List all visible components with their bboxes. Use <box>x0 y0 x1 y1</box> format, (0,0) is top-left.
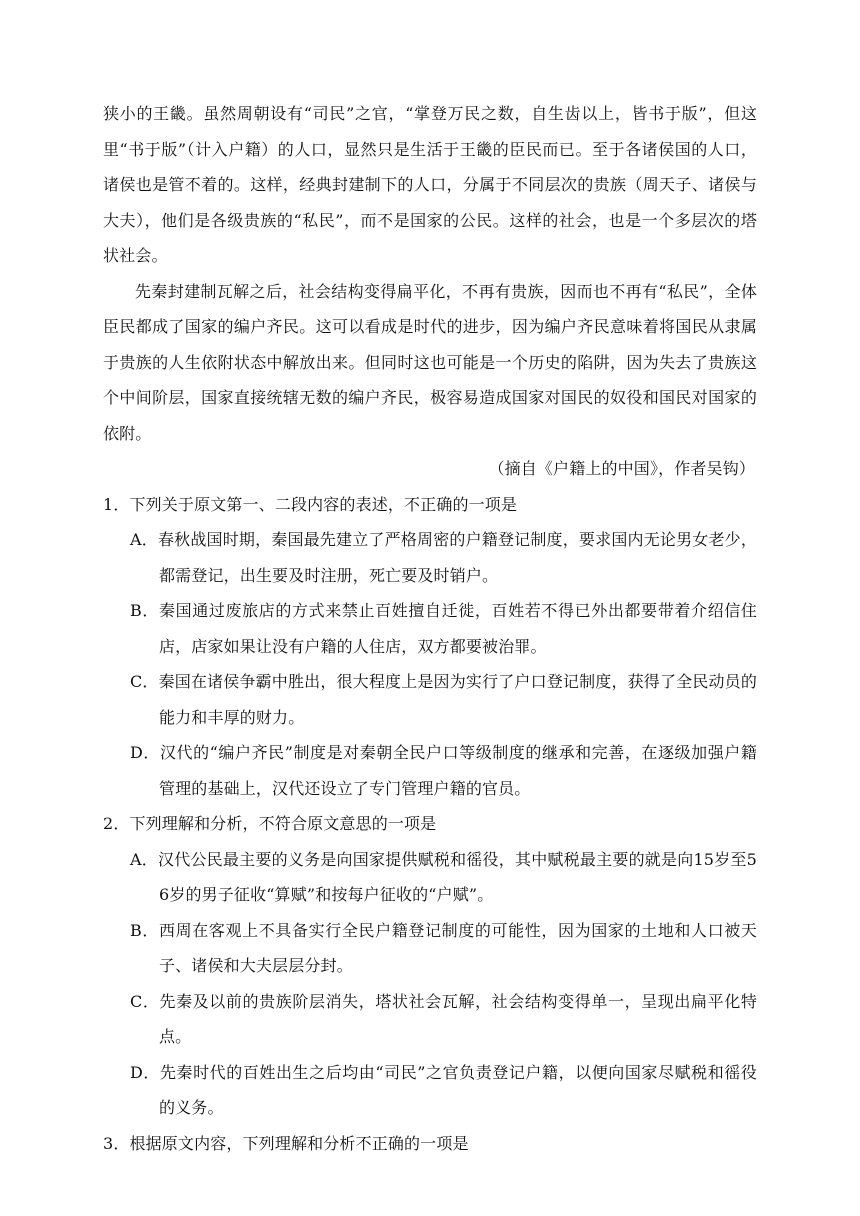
passage-paragraph-1: 狭小的王畿。虽然周朝设有“司民”之官，“掌登万民之数，自生齿以上，皆书于版”，但这里“书于版”（计入户籍）的人口，显然只是生活于王畿的臣民而已。至于各诸侯国的人口，诸侯也是管不着的。这样，经典封建制下的人口，分属于不同层次的贵族（周天子、诸侯与大夫），他们是各级贵族的“私民”，而不是国家的公民。这样的社会，也是一个多层次的塔状社会。 <box>103 104 757 265</box>
question-1-option-b: B．秦国通过废旅店的方式来禁止百姓擅自迁徙，百姓若不得已外出都要带着介绍信住店，店家如果让没有户籍的人住店，双方都要被治罪。 <box>130 601 757 656</box>
passage-paragraph-2: 先秦封建制瓦解之后，社会结构变得扁平化，不再有贵族，因而也不再有“私民”，全体臣民都成了国家的编户齐民。这可以看成是时代的进步，因为编户齐民意味着将国民从隶属于贵族的人生依附状态中解放出来。但同时这也可能是一个历史的陷阱，因为失去了贵族这个中间阶层，国家直接统辖无数的编户齐民，极容易造成国家对国民的奴役和国民对国家的依附。 <box>103 281 757 443</box>
question-1-options <box>103 522 757 806</box>
question-1-option-d: D．汉代的“编户齐民”制度是对秦朝全民户口等级制度的继承和完善，在逐级加强户籍管理的基础上，汉代还设立了专门管理户籍的官员。 <box>130 743 757 798</box>
question-1 <box>103 487 757 807</box>
question-1-option-c: C．秦国在诸侯争霸中胜出，很大程度上是因为实行了户口登记制度，获得了全民动员的能力和丰厚的财力。 <box>130 672 757 727</box>
question-1-stem: 1．下列关于原文第一、二段内容的表述，不正确的一项是 <box>103 494 518 514</box>
document-body <box>103 96 757 1161</box>
question-1-option-a: A．春秋战国时期，秦国最先建立了严格周密的户籍登记制度，要求国内无论男女老少，都需登记，出生要及时注册，死亡要及时销户。 <box>130 530 757 585</box>
question-2-option-d: D．先秦时代的百姓出生之后均由“司民”之官负责登记户籍，以便向国家尽赋税和徭役的义务。 <box>130 1062 757 1117</box>
question-2-options <box>103 842 757 1126</box>
question-2-option-b: B．西周在客观上不具备实行全民户籍登记制度的可能性，因为国家的土地和人口被天子、诸侯和大夫层层分封。 <box>130 920 757 975</box>
question-2 <box>103 806 757 1126</box>
question-3 <box>103 1126 757 1162</box>
question-2-stem: 2．下列理解和分析，不符合原文意思的一项是 <box>103 814 437 833</box>
question-3-stem: 3．根据原文内容，下列理解和分析不正确的一项是 <box>103 1133 469 1153</box>
question-2-option-a: A．汉代公民最主要的义务是向国家提供赋税和徭役，其中赋税最主要的就是向15岁至56岁的男子征收“算赋”和按每户征收的“户赋”。 <box>130 849 757 904</box>
passage-source: （摘自《户籍上的中国》，作者吴钩） <box>488 459 755 478</box>
question-2-option-c: C．先秦及以前的贵族阶层消失，塔状社会瓦解，社会结构变得单一，呈现出扁平化特点。 <box>130 991 757 1046</box>
